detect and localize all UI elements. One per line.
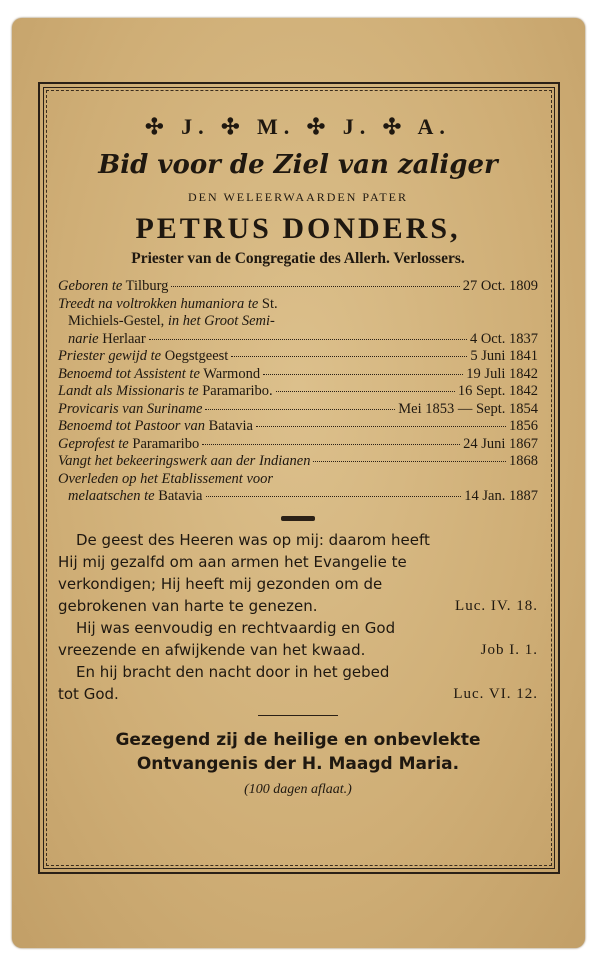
event-label: Provicaris van Suriname: [58, 400, 203, 417]
leader-dots: [263, 374, 463, 375]
scripture-reference: Job I. 1.: [480, 641, 538, 658]
quote-text: gebrokenen van harte te genezen.: [58, 596, 318, 615]
event-label: Overleden op het Etablissement voor: [58, 470, 274, 487]
quote-line: [58, 683, 538, 705]
event-row: [58, 278, 538, 296]
quote-line: [58, 551, 538, 573]
event-row: [58, 366, 538, 384]
quote-line: [58, 661, 538, 683]
subheading: DEN WELEERWAARDEN PATER: [188, 190, 408, 204]
blessing-line-2: Ontvangenis der H. Maagd Maria.: [136, 753, 460, 774]
event-label: Treedt na voltrokken humaniora te St.: [58, 295, 278, 312]
scripture-reference: Luc. IV. 18.: [455, 597, 538, 614]
event-row: [58, 401, 538, 419]
blessing: [58, 728, 538, 776]
leader-dots: [206, 496, 462, 497]
quote-line: [58, 617, 538, 639]
quote-text: verkondigen; Hij heeft mij gezonden om de: [58, 574, 383, 593]
blessing-line-1: Gezegend zij de heilige en onbevlekte: [115, 729, 481, 750]
event-date: 4 Oct. 1837: [469, 330, 538, 347]
event-row: [58, 471, 538, 489]
leader-dots: [149, 339, 467, 340]
event-date: 1856: [509, 418, 538, 434]
event-label: Michiels-Gestel, in het Groot Semi-: [68, 313, 275, 329]
event-label: Vangt het bekeeringswerk aan der Indianen: [58, 453, 311, 469]
event-date: 19 Juli 1842: [466, 365, 538, 382]
scripture-reference: Luc. VI. 12.: [453, 685, 538, 702]
leader-dots: [171, 286, 459, 287]
event-date: 1868: [509, 453, 538, 469]
leader-dots: [276, 391, 455, 392]
event-label: Geboren te Tilburg: [58, 278, 169, 294]
quote-text: Hij mij gezalfd om aan armen het Evangelie te: [58, 552, 407, 571]
event-label: Priester gewijd te Oegstgeest: [58, 348, 229, 364]
scripture-quote: [58, 529, 538, 705]
quote-text: De geest des Heeren was op mij: daarom heeft: [76, 530, 430, 549]
event-label: Benoemd tot Assistent te Warmond: [58, 365, 261, 382]
event-row: [58, 331, 538, 349]
person-name: PETRUS DONDERS,: [135, 212, 461, 245]
quote-line: [58, 573, 538, 595]
event-date: 24 Juni 1867: [463, 435, 538, 452]
event-label: Geprofest te Paramaribo: [58, 435, 200, 452]
quote-line: [58, 529, 538, 551]
event-row: [58, 296, 538, 314]
event-row: [58, 436, 538, 454]
card-content: [58, 100, 538, 798]
event-row: [58, 313, 538, 331]
event-row: [58, 488, 538, 506]
leader-dots: [231, 356, 467, 357]
event-date: 16 Sept. 1842: [457, 383, 538, 399]
leader-dots: [202, 444, 460, 445]
quote-line: [58, 595, 538, 617]
event-date: 27 Oct. 1809: [462, 278, 538, 294]
quote-text: vreezende en afwijkende van het kwaad.: [58, 640, 366, 659]
leader-dots: [256, 426, 506, 427]
quote-text: tot God.: [58, 684, 119, 703]
event-label: melaatschen te Batavia: [68, 488, 203, 504]
event-date: 5 Juni 1841: [470, 348, 538, 364]
event-label: Benoemd tot Pastoor van Batavia: [58, 418, 253, 434]
divider-rule: [258, 715, 338, 716]
leader-dots: [205, 409, 395, 410]
leader-dots: [313, 461, 506, 462]
event-row: [58, 383, 538, 401]
quote-text: Hij was eenvoudig en rechtvaardig en God: [76, 618, 396, 637]
event-date: Mei 1853 — Sept. 1854: [398, 400, 538, 417]
monogram: ✣ J. ✣ M. ✣ J. ✣ A.: [145, 114, 451, 139]
event-date: 14 Jan. 1887: [464, 488, 538, 504]
event-row: [58, 453, 538, 471]
quote-text: En hij bracht den nacht door in het gebed: [76, 662, 390, 681]
event-row: [58, 418, 538, 436]
quote-line: [58, 639, 538, 661]
event-row: [58, 348, 538, 366]
life-events-list: [58, 278, 538, 506]
event-label: Landt als Missionaris te Paramaribo.: [58, 383, 273, 399]
order-line: Priester van de Congregatie des Allerh. Verlossers.: [131, 250, 465, 267]
prayer-heading: Bid voor de Ziel van zaliger: [98, 150, 498, 180]
event-label: narie Herlaar: [68, 330, 146, 347]
indulgence-note: (100 dagen aflaat.): [244, 781, 352, 797]
separator-bar: [281, 516, 315, 521]
